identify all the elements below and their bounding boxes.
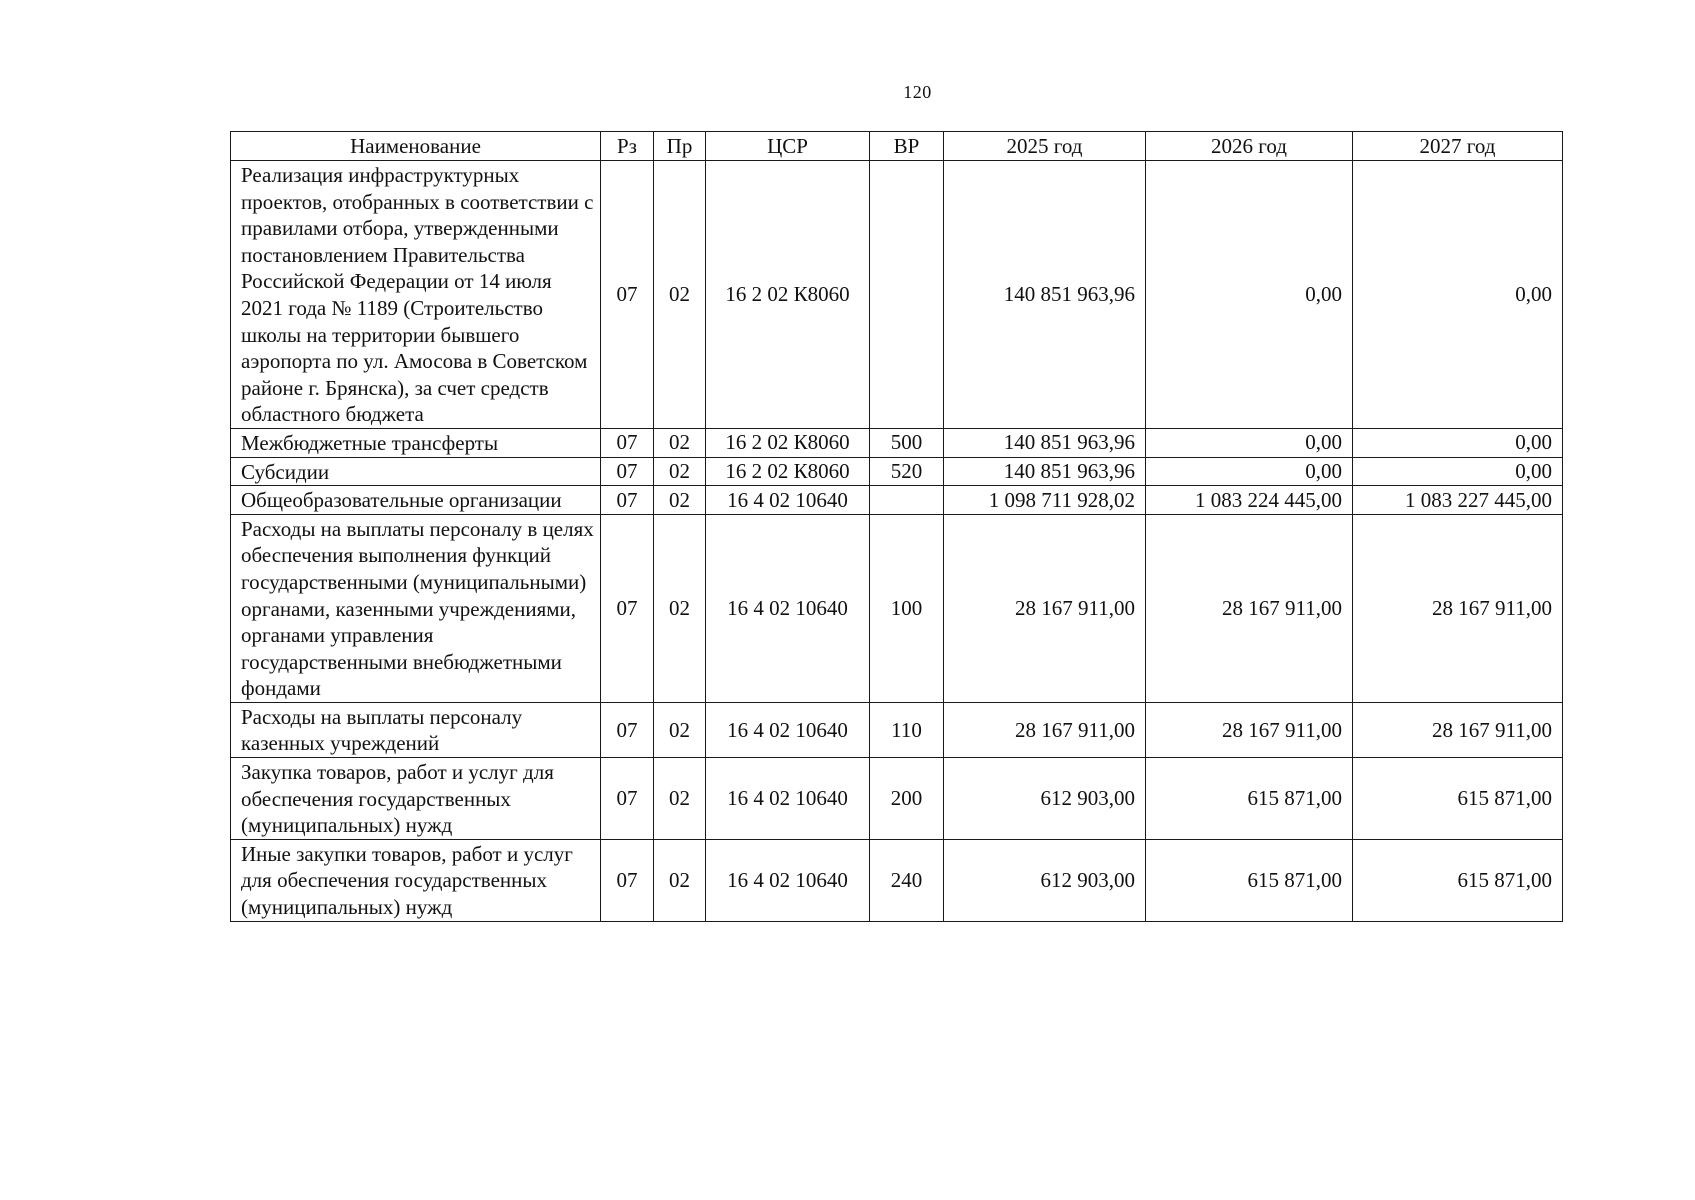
cell-2026: 0,00 (1146, 457, 1353, 486)
cell-2027: 0,00 (1353, 457, 1563, 486)
cell-vr: 520 (870, 457, 944, 486)
cell-name: Расходы на выплаты персоналу казенных учреждений (231, 702, 601, 757)
header-rz: Рз (601, 132, 654, 161)
header-row (231, 132, 1563, 161)
cell-rz: 07 (601, 514, 654, 702)
cell-2027: 615 871,00 (1353, 839, 1563, 921)
cell-rz: 07 (601, 457, 654, 486)
cell-name: Расходы на выплаты персоналу в целях обеспечения выполнения функций государственными (муниципальными) органами, казенными учреждениями, органами управления государственными внебюджетными фондами (231, 514, 601, 702)
cell-2026: 0,00 (1146, 161, 1353, 429)
table-row (231, 486, 1563, 515)
cell-2026: 0,00 (1146, 428, 1353, 457)
cell-vr: 110 (870, 702, 944, 757)
cell-2027: 28 167 911,00 (1353, 514, 1563, 702)
header-csr: ЦСР (706, 132, 870, 161)
cell-2027: 28 167 911,00 (1353, 702, 1563, 757)
cell-csr: 16 2 02 К8060 (706, 457, 870, 486)
cell-name: Субсидии (231, 457, 601, 486)
cell-vr: 100 (870, 514, 944, 702)
cell-csr: 16 4 02 10640 (706, 839, 870, 921)
cell-2026: 1 083 224 445,00 (1146, 486, 1353, 515)
cell-2027: 0,00 (1353, 161, 1563, 429)
budget-table (230, 131, 1563, 922)
cell-csr: 16 4 02 10640 (706, 758, 870, 840)
cell-name: Межбюджетные трансферты (231, 428, 601, 457)
cell-vr (870, 486, 944, 515)
cell-name: Иные закупки товаров, работ и услуг для обеспечения государственных (муниципальных) нужд (231, 839, 601, 921)
header-2025: 2025 год (944, 132, 1146, 161)
header-name: Наименование (231, 132, 601, 161)
cell-2025: 28 167 911,00 (944, 702, 1146, 757)
table-row (231, 514, 1563, 702)
table-row (231, 428, 1563, 457)
cell-rz: 07 (601, 702, 654, 757)
cell-pr: 02 (654, 702, 706, 757)
header-vr: ВР (870, 132, 944, 161)
cell-2026: 28 167 911,00 (1146, 702, 1353, 757)
cell-pr: 02 (654, 514, 706, 702)
cell-pr: 02 (654, 839, 706, 921)
cell-2025: 612 903,00 (944, 839, 1146, 921)
cell-csr: 16 2 02 К8060 (706, 161, 870, 429)
table-header (231, 132, 1563, 161)
cell-pr: 02 (654, 428, 706, 457)
cell-rz: 07 (601, 161, 654, 429)
cell-pr: 02 (654, 161, 706, 429)
cell-name: Реализация инфраструктурных проектов, отобранных в соответствии с правилами отбора, утвержденными постановлением Правительства Российской Федерации от 14 июля 2021 года № 1189 (Строительство школы на территории бывшего аэропорта по ул. Амосова в Советском районе г. Брянска), за счет средств областного бюджета (231, 161, 601, 429)
cell-rz: 07 (601, 486, 654, 515)
cell-vr: 200 (870, 758, 944, 840)
cell-2025: 28 167 911,00 (944, 514, 1146, 702)
table-row (231, 161, 1563, 429)
header-2026: 2026 год (1146, 132, 1353, 161)
cell-2025: 1 098 711 928,02 (944, 486, 1146, 515)
cell-2025: 140 851 963,96 (944, 161, 1146, 429)
cell-rz: 07 (601, 758, 654, 840)
cell-csr: 16 2 02 К8060 (706, 428, 870, 457)
cell-vr (870, 161, 944, 429)
cell-vr: 500 (870, 428, 944, 457)
cell-vr: 240 (870, 839, 944, 921)
cell-csr: 16 4 02 10640 (706, 514, 870, 702)
header-pr: Пр (654, 132, 706, 161)
cell-2026: 28 167 911,00 (1146, 514, 1353, 702)
page-number: 120 (903, 82, 932, 102)
cell-2027: 615 871,00 (1353, 758, 1563, 840)
cell-2025: 140 851 963,96 (944, 457, 1146, 486)
cell-rz: 07 (601, 428, 654, 457)
cell-2027: 1 083 227 445,00 (1353, 486, 1563, 515)
cell-2027: 0,00 (1353, 428, 1563, 457)
cell-rz: 07 (601, 839, 654, 921)
cell-name: Общеобразовательные организации (231, 486, 601, 515)
table-row (231, 457, 1563, 486)
cell-csr: 16 4 02 10640 (706, 702, 870, 757)
cell-2025: 612 903,00 (944, 758, 1146, 840)
cell-pr: 02 (654, 486, 706, 515)
cell-pr: 02 (654, 758, 706, 840)
table-row (231, 758, 1563, 840)
table-row (231, 702, 1563, 757)
cell-name: Закупка товаров, работ и услуг для обеспечения государственных (муниципальных) нужд (231, 758, 601, 840)
cell-pr: 02 (654, 457, 706, 486)
table-body (231, 161, 1563, 922)
cell-2026: 615 871,00 (1146, 839, 1353, 921)
cell-2025: 140 851 963,96 (944, 428, 1146, 457)
table-row (231, 839, 1563, 921)
cell-2026: 615 871,00 (1146, 758, 1353, 840)
header-2027: 2027 год (1353, 132, 1563, 161)
cell-csr: 16 4 02 10640 (706, 486, 870, 515)
